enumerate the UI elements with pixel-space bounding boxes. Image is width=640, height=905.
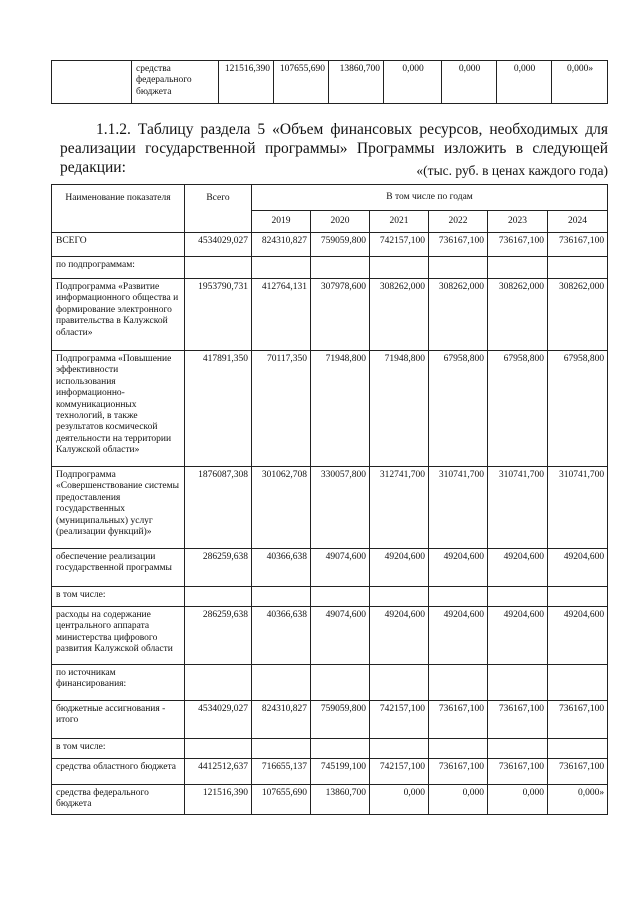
value-cell: 308262,000 — [370, 279, 429, 351]
value-cell: 736167,100 — [548, 701, 608, 739]
value-cell: 0,000 — [384, 61, 442, 104]
value-cell: 49204,600 — [429, 549, 488, 587]
value-cell — [429, 257, 488, 279]
table-row — [52, 279, 608, 351]
value-cell — [370, 665, 429, 701]
year-header: 2022 — [429, 211, 488, 233]
value-cell: 759059,800 — [311, 233, 370, 257]
value-cell — [185, 257, 252, 279]
table-row — [52, 467, 608, 549]
row-name: в том числе: — [52, 587, 185, 607]
value-cell: 70117,350 — [252, 351, 311, 467]
row-name: средства федерального бюджета — [132, 61, 219, 104]
value-cell — [185, 587, 252, 607]
value-cell: 286259,638 — [185, 549, 252, 587]
value-cell — [429, 739, 488, 759]
value-cell: 4534029,027 — [185, 701, 252, 739]
amendment-paragraph: 1.1.2. Таблицу раздела 5 «Объем финансовых ресурсов, необходимых для реализации государственной программы» Программы изложить в следующей редакции: — [60, 121, 608, 176]
previous-table-fragment — [51, 60, 608, 104]
value-cell: 13860,700 — [311, 785, 370, 815]
value-cell: 736167,100 — [488, 759, 548, 785]
header-years-group: В том числе по годам — [252, 185, 608, 211]
value-cell: 742157,100 — [370, 701, 429, 739]
value-cell — [488, 257, 548, 279]
value-cell: 40366,638 — [252, 607, 311, 665]
table-row — [52, 61, 608, 104]
value-cell: 49204,600 — [548, 607, 608, 665]
value-cell: 736167,100 — [429, 759, 488, 785]
value-cell: 4534029,027 — [185, 233, 252, 257]
value-cell: 308262,000 — [488, 279, 548, 351]
value-cell — [429, 587, 488, 607]
value-cell: 107655,690 — [252, 785, 311, 815]
value-cell: 121516,390 — [219, 61, 274, 104]
table-row — [52, 665, 608, 701]
value-cell: 310741,700 — [429, 467, 488, 549]
value-cell: 736167,100 — [488, 233, 548, 257]
row-name: Подпрограмма «Совершенствование системы предоставления государственных (муниципальных) услуг (реализации функций)» — [52, 467, 185, 549]
table-row — [52, 549, 608, 587]
value-cell: 307978,600 — [311, 279, 370, 351]
year-header: 2019 — [252, 211, 311, 233]
value-cell — [252, 587, 311, 607]
value-cell — [311, 257, 370, 279]
table-row — [52, 759, 608, 785]
value-cell: 0,000 — [488, 785, 548, 815]
value-cell: 67958,800 — [548, 351, 608, 467]
value-cell — [185, 739, 252, 759]
value-cell: 310741,700 — [488, 467, 548, 549]
table-row — [52, 587, 608, 607]
value-cell: 49204,600 — [488, 607, 548, 665]
year-header: 2023 — [488, 211, 548, 233]
value-cell: 0,000» — [552, 61, 608, 104]
value-cell: 736167,100 — [429, 701, 488, 739]
value-cell: 13860,700 — [329, 61, 384, 104]
value-cell: 742157,100 — [370, 233, 429, 257]
table-row — [52, 257, 608, 279]
value-cell: 67958,800 — [429, 351, 488, 467]
value-cell — [311, 665, 370, 701]
table-row — [52, 739, 608, 759]
value-cell: 742157,100 — [370, 759, 429, 785]
value-cell: 745199,100 — [311, 759, 370, 785]
value-cell: 49204,600 — [488, 549, 548, 587]
value-cell — [548, 665, 608, 701]
value-cell: 49204,600 — [429, 607, 488, 665]
value-cell: 412764,131 — [252, 279, 311, 351]
value-cell — [370, 739, 429, 759]
value-cell — [252, 739, 311, 759]
financing-table — [51, 184, 608, 815]
value-cell — [548, 587, 608, 607]
value-cell: 1876087,308 — [185, 467, 252, 549]
row-name: расходы на содержание центрального аппарата министерства цифрового развития Калужской области — [52, 607, 185, 665]
row-name: Подпрограмма «Развитие информационного общества и формирование электронного правительства в Калужской области» — [52, 279, 185, 351]
value-cell: 330057,800 — [311, 467, 370, 549]
value-cell: 49074,600 — [311, 607, 370, 665]
value-cell: 312741,700 — [370, 467, 429, 549]
value-cell: 49204,600 — [370, 607, 429, 665]
value-cell: 310741,700 — [548, 467, 608, 549]
header-total: Всего — [185, 185, 252, 233]
year-header: 2024 — [548, 211, 608, 233]
year-header: 2020 — [311, 211, 370, 233]
header-name: Наименование показателя — [52, 185, 185, 233]
value-cell: 0,000» — [548, 785, 608, 815]
value-cell: 49074,600 — [311, 549, 370, 587]
row-name: средства областного бюджета — [52, 759, 185, 785]
value-cell — [548, 257, 608, 279]
row-name: Подпрограмма «Повышение эффективности использования информационно-коммуникационных технологий, в также результатов космической деятельности на территории Калужской области» — [52, 351, 185, 467]
empty-cell — [52, 61, 132, 104]
value-cell: 736167,100 — [548, 759, 608, 785]
value-cell: 71948,800 — [370, 351, 429, 467]
table-row — [52, 233, 608, 257]
value-cell: 736167,100 — [488, 701, 548, 739]
value-cell: 121516,390 — [185, 785, 252, 815]
value-cell — [311, 739, 370, 759]
value-cell: 308262,000 — [548, 279, 608, 351]
value-cell — [488, 587, 548, 607]
value-cell: 71948,800 — [311, 351, 370, 467]
value-cell: 736167,100 — [429, 233, 488, 257]
value-cell — [185, 665, 252, 701]
value-cell — [252, 257, 311, 279]
value-cell — [429, 665, 488, 701]
value-cell: 824310,827 — [252, 701, 311, 739]
value-cell — [488, 739, 548, 759]
value-cell: 0,000 — [497, 61, 552, 104]
value-cell — [548, 739, 608, 759]
value-cell: 0,000 — [429, 785, 488, 815]
value-cell: 0,000 — [442, 61, 497, 104]
units-note: «(тыс. руб. в ценах каждого года) — [416, 163, 608, 178]
value-cell: 49204,600 — [370, 549, 429, 587]
value-cell: 40366,638 — [252, 549, 311, 587]
value-cell: 736167,100 — [548, 233, 608, 257]
value-cell: 4412512,637 — [185, 759, 252, 785]
value-cell: 716655,137 — [252, 759, 311, 785]
row-name: по подпрограммам: — [52, 257, 185, 279]
row-name: в том числе: — [52, 739, 185, 759]
table-row — [52, 701, 608, 739]
value-cell: 107655,690 — [274, 61, 329, 104]
table-row — [52, 351, 608, 467]
value-cell — [311, 587, 370, 607]
table-row — [52, 785, 608, 815]
row-name: по источникам финансирования: — [52, 665, 185, 701]
value-cell: 1953790,731 — [185, 279, 252, 351]
value-cell: 286259,638 — [185, 607, 252, 665]
row-name: средства федерального бюджета — [52, 785, 185, 815]
value-cell — [370, 587, 429, 607]
year-header: 2021 — [370, 211, 429, 233]
row-name: бюджетные ассигнования - итого — [52, 701, 185, 739]
value-cell: 308262,000 — [429, 279, 488, 351]
row-name: ВСЕГО — [52, 233, 185, 257]
value-cell — [488, 665, 548, 701]
value-cell: 759059,800 — [311, 701, 370, 739]
row-name: обеспечение реализации государственной программы — [52, 549, 185, 587]
value-cell: 417891,350 — [185, 351, 252, 467]
value-cell: 824310,827 — [252, 233, 311, 257]
value-cell: 0,000 — [370, 785, 429, 815]
table-row — [52, 607, 608, 665]
header-row — [52, 185, 608, 211]
value-cell: 49204,600 — [548, 549, 608, 587]
value-cell: 67958,800 — [488, 351, 548, 467]
value-cell — [370, 257, 429, 279]
value-cell — [252, 665, 311, 701]
value-cell: 301062,708 — [252, 467, 311, 549]
